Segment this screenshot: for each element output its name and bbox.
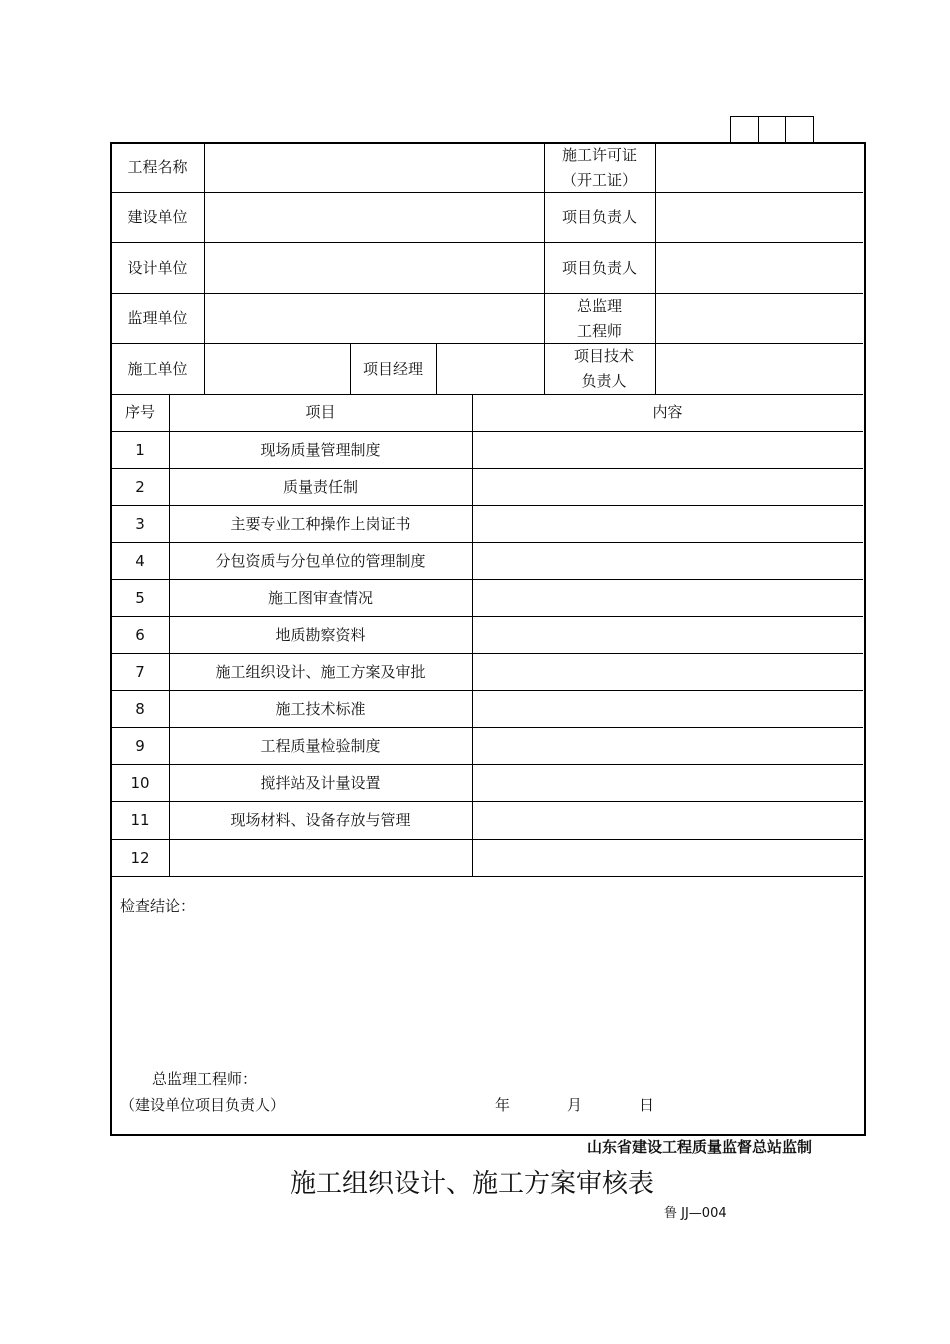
form-title: 施工组织设计、施工方案审核表 (290, 1169, 655, 1199)
label-project-leader-1: 项目负责人 (561, 208, 637, 226)
date-month-label: 月 (567, 1096, 583, 1114)
label-construction-unit: 建设单位 (127, 208, 188, 226)
label-chief-supervisor-line1: 总监理 (576, 297, 622, 315)
construction-unit-leader-label: （建设单位项目负责人） (120, 1096, 286, 1114)
label-supervision-unit: 监理单位 (127, 309, 188, 327)
row-no: 11 (130, 811, 150, 829)
code-box-2 (757, 116, 786, 143)
row-item: 质量责任制 (282, 478, 358, 496)
label-tech-lead (544, 344, 664, 394)
row-no: 3 (135, 515, 145, 533)
label-project-name: 工程名称 (127, 158, 188, 176)
row-no: 5 (135, 589, 145, 607)
row-no: 9 (135, 737, 145, 755)
label-permit-line1: 施工许可证 (561, 146, 637, 164)
label-project-manager: 项目经理 (362, 360, 423, 378)
row-no: 8 (135, 700, 145, 718)
label-construction-permit (544, 143, 655, 193)
row-no: 4 (135, 552, 145, 570)
label-tech-lead-line1: 项目技术 (573, 347, 634, 365)
column-header-no: 序号 (124, 403, 155, 421)
label-permit-line2: （开工证） (561, 171, 637, 189)
row-no: 12 (130, 849, 150, 867)
row-no: 10 (130, 774, 150, 792)
row-item: 施工图审查情况 (267, 589, 373, 607)
issuer-label: 山东省建设工程质量监督总站监制 (587, 1138, 813, 1156)
row-item: 工程质量检验制度 (260, 737, 381, 755)
row-no: 7 (135, 663, 145, 681)
code-box-3 (785, 116, 814, 143)
row-item: 主要专业工种操作上岗证书 (230, 515, 411, 533)
chief-supervisor-signature-label: 总监理工程师： (152, 1070, 258, 1088)
column-header-content: 内容 (652, 403, 683, 421)
row-item: 现场质量管理制度 (260, 441, 381, 459)
label-chief-supervisor-line2: 工程师 (576, 322, 622, 340)
label-project-leader-2: 项目负责人 (561, 259, 637, 277)
label-builder-unit: 施工单位 (127, 360, 188, 378)
date-year-label: 年 (495, 1096, 511, 1114)
row-no: 6 (135, 626, 145, 644)
row-item: 地质勘察资料 (275, 626, 366, 644)
row-item: 施工技术标准 (275, 700, 366, 718)
form-code: 鲁 JJ—004 (664, 1206, 727, 1221)
conclusion-label: 检查结论： (120, 897, 196, 915)
label-design-unit: 设计单位 (127, 259, 188, 277)
label-tech-lead-line2: 负责人 (581, 372, 627, 390)
date-day-label: 日 (639, 1096, 655, 1114)
code-box-1 (730, 116, 759, 143)
row-item: 分包资质与分包单位的管理制度 (215, 552, 426, 570)
row-item: 现场材料、设备存放与管理 (230, 811, 411, 829)
column-header-item: 项目 (305, 403, 336, 421)
row-no: 2 (135, 478, 145, 496)
row-no: 1 (135, 441, 145, 459)
label-chief-supervisor (544, 294, 655, 344)
row-item: 施工组织设计、施工方案及审批 (215, 663, 426, 681)
row-item: 搅拌站及计量设置 (260, 774, 381, 792)
